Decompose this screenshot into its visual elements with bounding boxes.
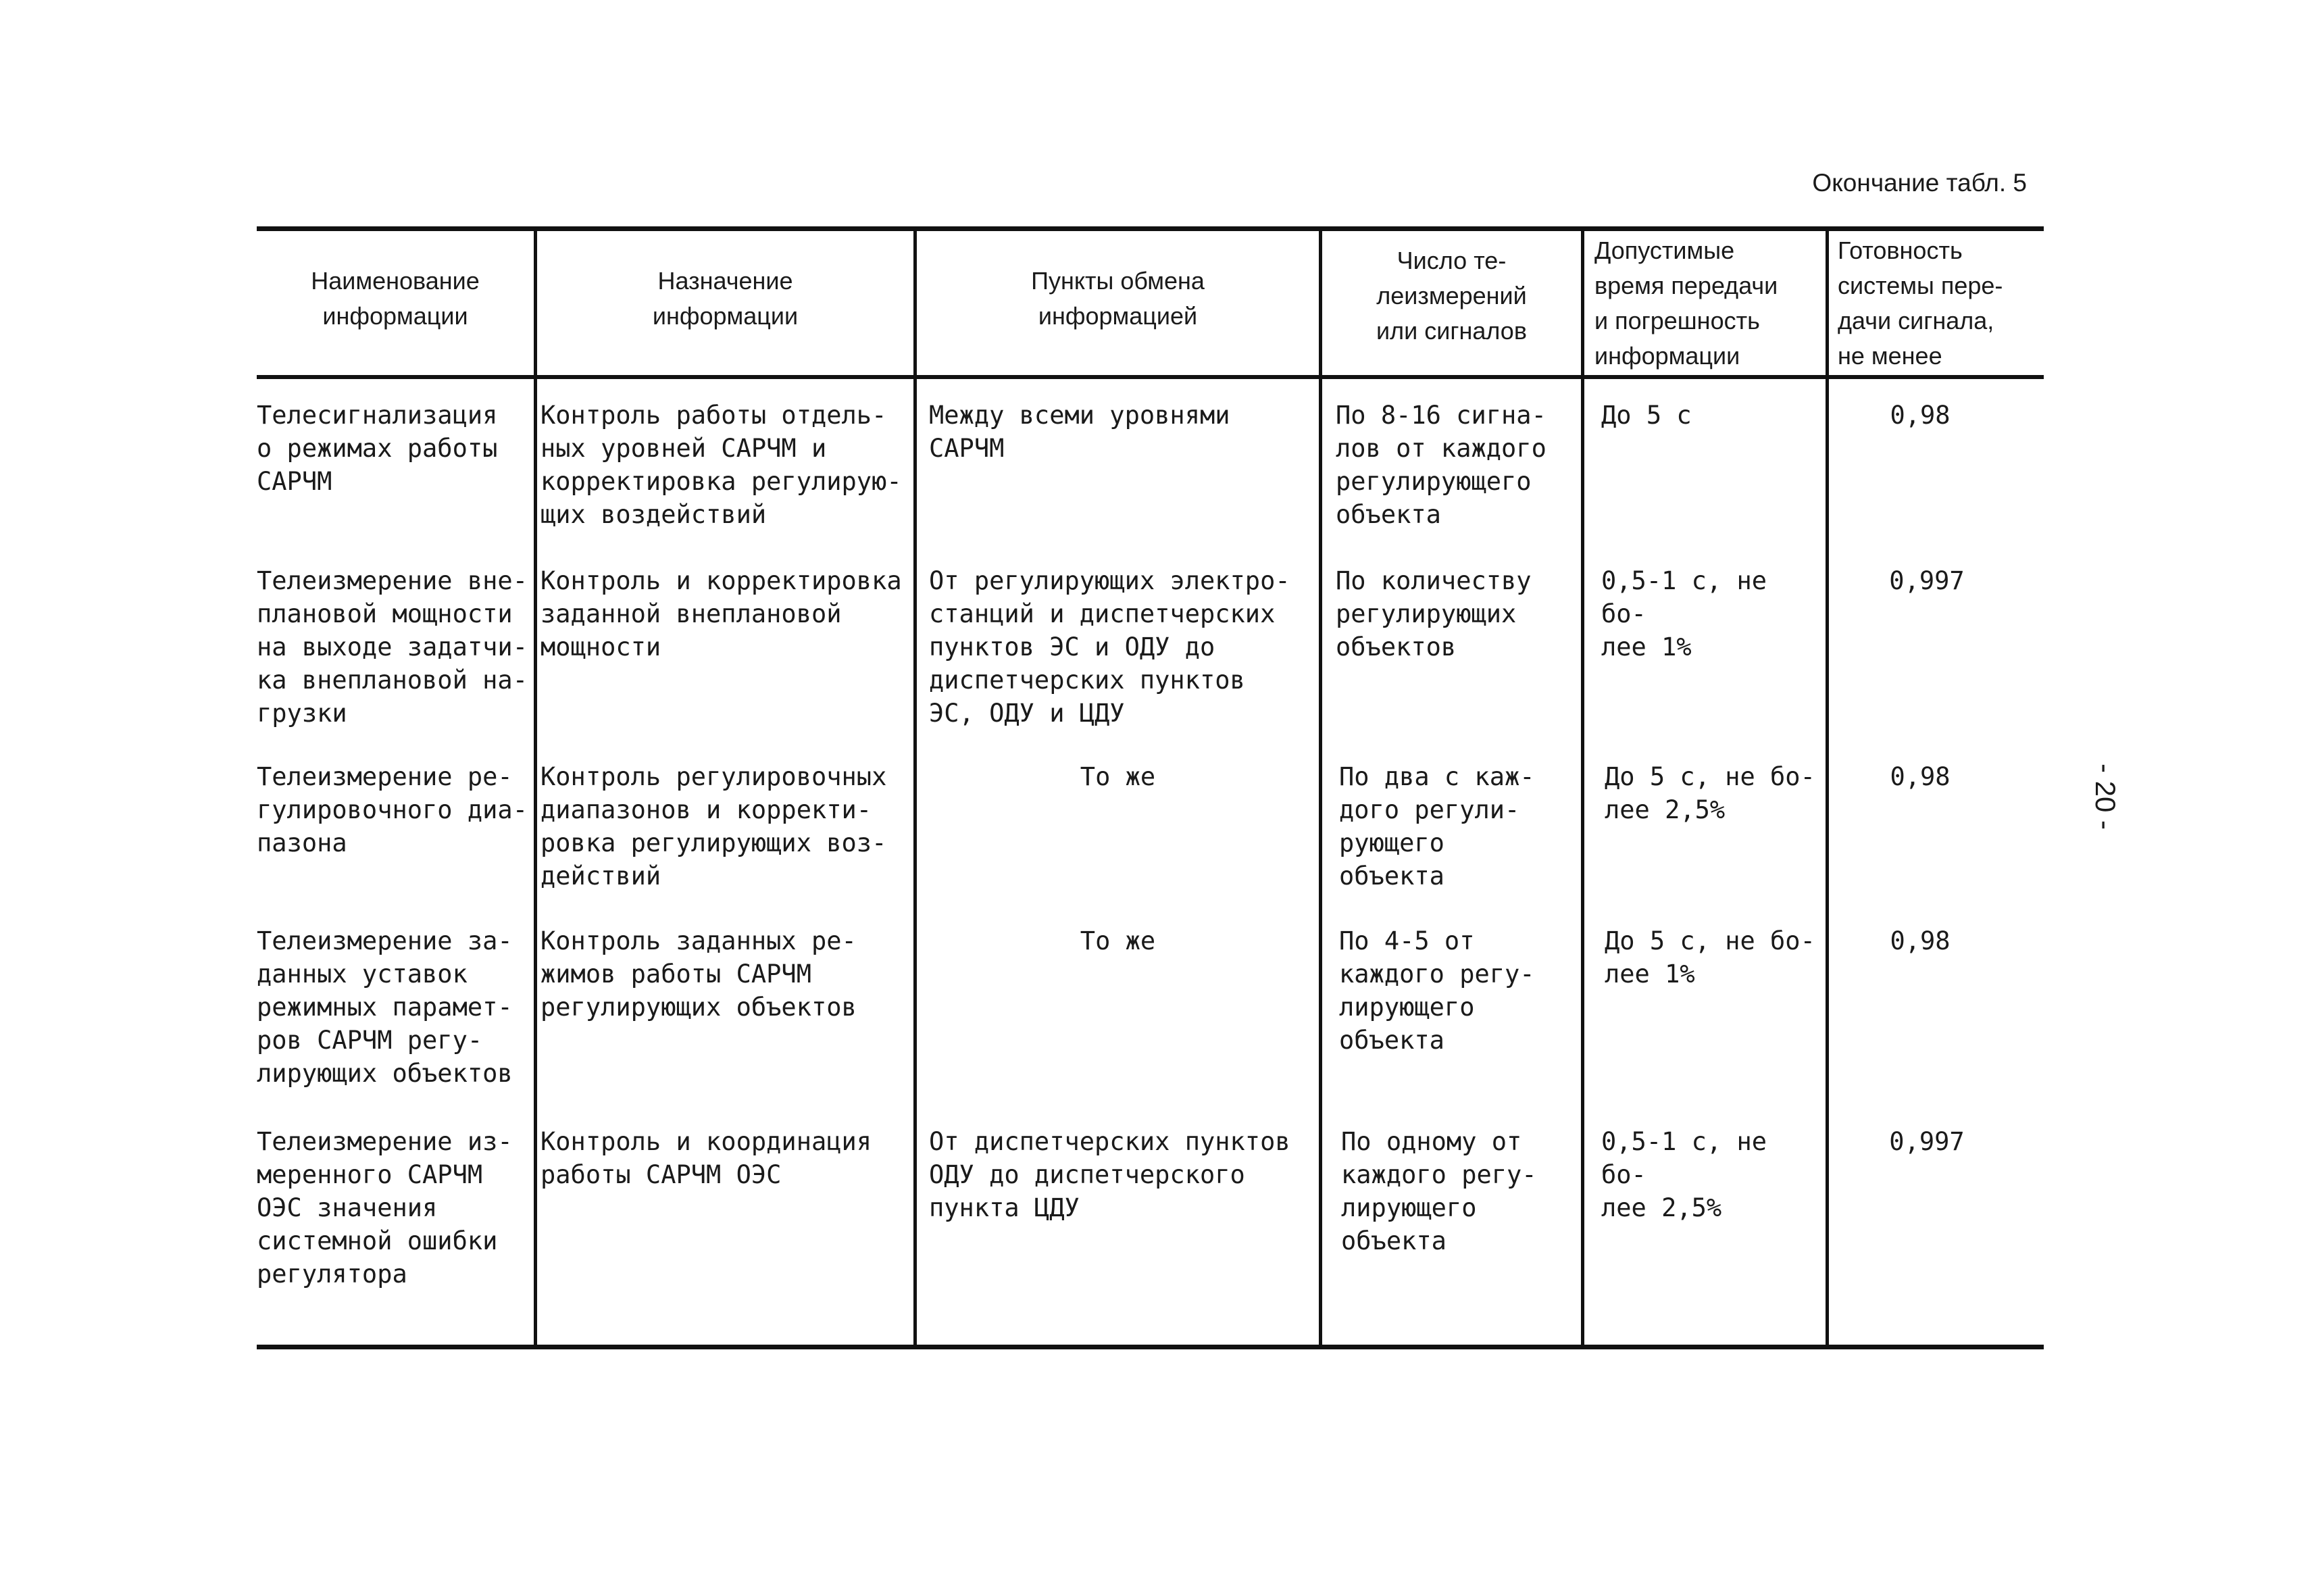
table-cell: Контроль работы отдель- ных уровней САРЧМ и корректировка регулирую- щих воздействий (540, 401, 902, 529)
table-cell: Телесигнализация о режимах работы САРЧМ (257, 401, 498, 496)
table-top-rule (257, 226, 2044, 231)
page-number: - 20 - (2090, 764, 2121, 830)
table-cell: 0,98 (1890, 401, 1951, 430)
table-cell: 0,98 (1890, 762, 1951, 791)
table-cell: Телеизмерение вне- плановой мощности на выходе задатчи- ка внеплановой на- грузки (257, 566, 528, 728)
column-divider (534, 226, 537, 1345)
header-cell: Пункты обмена информацией (1031, 267, 1205, 330)
table-cell: До 5 с, не бо- лее 2,5% (1605, 762, 1815, 824)
table-cell: По 4-5 от каждого регу- лирующего объекта (1339, 926, 1535, 1055)
table-cell: Контроль и координация работы САРЧМ ОЭС (540, 1127, 872, 1189)
table-cell: 0,5-1 с, не бо- лее 2,5% (1601, 1127, 1767, 1222)
column-divider (1319, 226, 1322, 1345)
table-caption: Окончание табл. 5 (1812, 169, 2027, 197)
table-cell: Контроль заданных ре- жимов работы САРЧМ регулирующих объектов (540, 926, 857, 1022)
table-cell: По одному от каждого регу- лирующего объекта (1341, 1127, 1537, 1255)
table-cell: То же (1080, 762, 1156, 791)
table-cell: От диспетчерских пунктов ОДУ до диспетчерского пункта ЦДУ (929, 1127, 1290, 1222)
header-cell: Назначение информации (652, 267, 799, 330)
table-cell: 0,98 (1890, 926, 1951, 955)
table-cell: Телеизмерение из- меренного САРЧМ ОЭС значения системной ошибки регулятора (257, 1127, 513, 1289)
table-cell: До 5 с, не бо- лее 1% (1605, 926, 1815, 989)
header-cell: Наименование информации (311, 267, 480, 330)
table-cell: Контроль и корректировка заданной внеплановой мощности (540, 566, 902, 662)
table-cell: 0,997 (1889, 1127, 1965, 1156)
table-cell: 0,997 (1889, 566, 1965, 595)
table-cell: Контроль регулировочных диапазонов и корректи- ровка регулирующих воз- действий (540, 762, 887, 891)
header-cell: Число те- леизмерений или сигналов (1376, 247, 1527, 345)
header-cell: Готовность системы пере- дачи сигнала, не менее (1838, 236, 2003, 370)
table-cell: От регулирующих электро- станций и диспетчерских пунктов ЭС и ОДУ до диспетчерских пунктов ЭС, ОДУ и ЦДУ (929, 566, 1290, 728)
table-cell: По два с каж- дого регули- рующего объекта (1339, 762, 1535, 891)
table-cell: 0,5-1 с, не бо- лее 1% (1601, 566, 1767, 662)
header-rule (257, 375, 2044, 379)
table-cell: По 8-16 сигна- лов от каждого регулирующего объекта (1336, 401, 1546, 529)
table-cell: То же (1080, 926, 1156, 955)
table-cell: До 5 с (1601, 401, 1692, 430)
data-table (257, 226, 2044, 1355)
table-bottom-rule (257, 1345, 2044, 1349)
table-cell: Между всеми уровнями САРЧМ (929, 401, 1230, 463)
header-cell: Допустимые время передачи и погрешность информации (1594, 236, 1778, 370)
table-cell: По количеству регулирующих объектов (1336, 566, 1532, 662)
column-divider (1581, 226, 1584, 1345)
table-cell: Телеизмерение за- данных уставок режимных парамет- ров САРЧМ регу- лирующих объектов (257, 926, 513, 1088)
table-cell: Телеизмерение ре- гулировочного диа- пазона (257, 762, 528, 857)
